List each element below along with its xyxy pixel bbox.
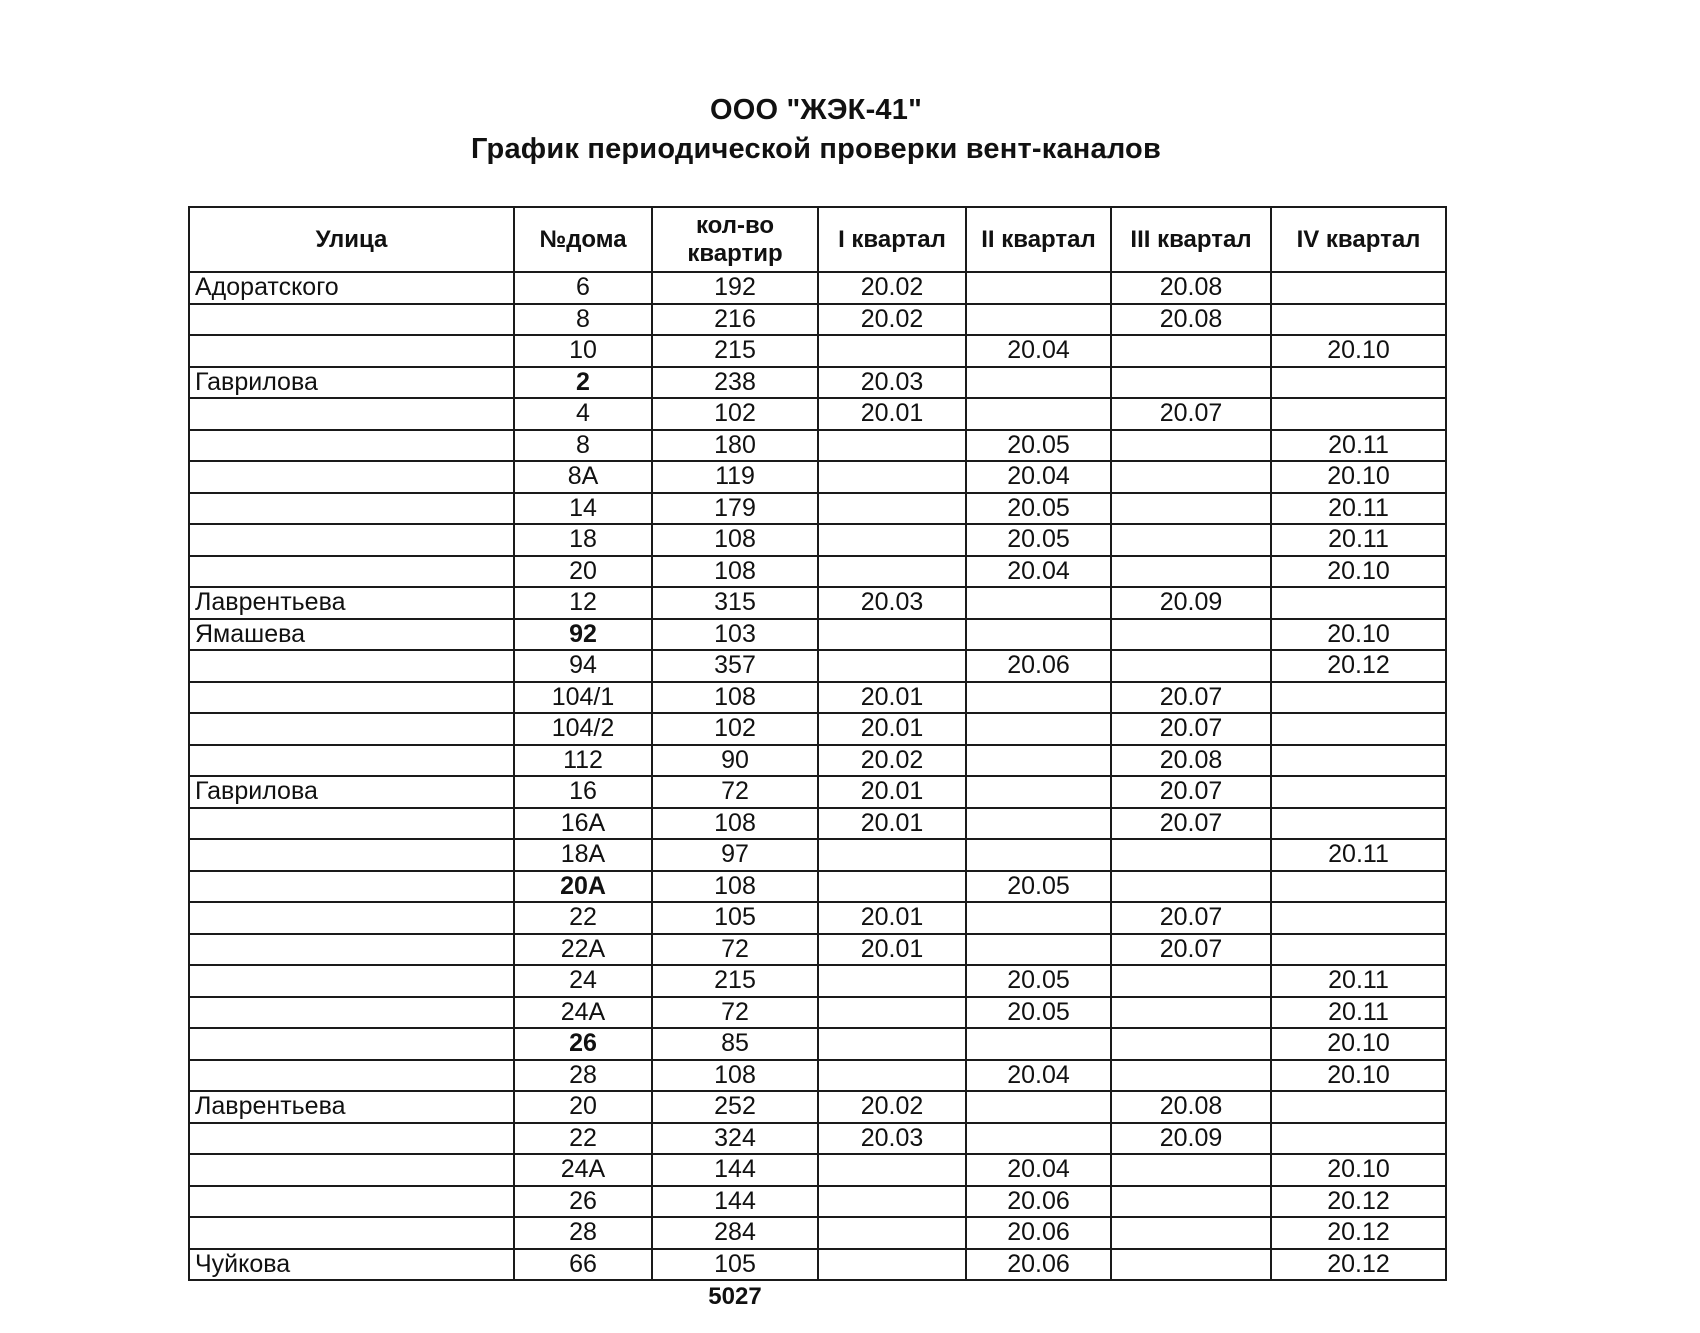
table-row <box>189 776 1446 808</box>
q1-cell: 20.02 <box>818 304 966 336</box>
apartments-cell: 103 <box>652 619 818 651</box>
q4-cell: 20.10 <box>1271 1060 1446 1092</box>
apartments-cell: 97 <box>652 839 818 871</box>
table-row <box>189 272 1446 304</box>
house-cell: 16 <box>514 776 652 808</box>
table-row <box>189 1154 1446 1186</box>
apartments-cell: 315 <box>652 587 818 619</box>
q4-cell <box>1271 934 1446 966</box>
q4-cell: 20.11 <box>1271 965 1446 997</box>
house-cell: 22А <box>514 934 652 966</box>
house-cell: 22 <box>514 902 652 934</box>
table-body <box>189 272 1446 1280</box>
table-row <box>189 871 1446 903</box>
apartments-cell: 108 <box>652 808 818 840</box>
house-cell: 28 <box>514 1060 652 1092</box>
street-cell <box>189 524 514 556</box>
q4-cell <box>1271 745 1446 777</box>
q2-cell <box>966 713 1111 745</box>
q3-cell <box>1111 965 1271 997</box>
table-row <box>189 524 1446 556</box>
house-cell: 10 <box>514 335 652 367</box>
q1-cell <box>818 1217 966 1249</box>
q2-cell <box>966 367 1111 399</box>
q2-cell <box>966 1091 1111 1123</box>
apartments-cell: 179 <box>652 493 818 525</box>
house-cell: 24 <box>514 965 652 997</box>
house-cell: 26 <box>514 1186 652 1218</box>
q3-cell <box>1111 997 1271 1029</box>
house-cell: 24А <box>514 1154 652 1186</box>
apartments-cell: 238 <box>652 367 818 399</box>
q4-cell: 20.11 <box>1271 839 1446 871</box>
q4-cell <box>1271 902 1446 934</box>
q1-cell: 20.02 <box>818 745 966 777</box>
street-cell <box>189 965 514 997</box>
table-row <box>189 304 1446 336</box>
street-cell: Чуйкова <box>189 1249 514 1281</box>
table-header-row <box>189 207 1446 272</box>
q4-cell: 20.10 <box>1271 1028 1446 1060</box>
table-row <box>189 1186 1446 1218</box>
q3-cell: 20.07 <box>1111 682 1271 714</box>
header-q2: II квартал <box>966 207 1111 272</box>
q4-cell <box>1271 713 1446 745</box>
q3-cell <box>1111 871 1271 903</box>
street-cell <box>189 1060 514 1092</box>
q2-cell <box>966 1123 1111 1155</box>
q3-cell: 20.09 <box>1111 587 1271 619</box>
q3-cell <box>1111 650 1271 682</box>
q1-cell <box>818 1060 966 1092</box>
header-street: Улица <box>189 207 514 272</box>
street-cell <box>189 493 514 525</box>
q4-cell <box>1271 808 1446 840</box>
q4-cell <box>1271 587 1446 619</box>
q1-cell: 20.01 <box>818 808 966 840</box>
table-row <box>189 902 1446 934</box>
table-row <box>189 682 1446 714</box>
q2-cell <box>966 398 1111 430</box>
q4-cell: 20.11 <box>1271 997 1446 1029</box>
table-row <box>189 493 1446 525</box>
apartments-cell: 90 <box>652 745 818 777</box>
house-cell: 104/2 <box>514 713 652 745</box>
q2-cell <box>966 587 1111 619</box>
house-cell: 92 <box>514 619 652 651</box>
q3-cell: 20.08 <box>1111 304 1271 336</box>
q2-cell <box>966 682 1111 714</box>
header-house: №дома <box>514 207 652 272</box>
q1-cell <box>818 1154 966 1186</box>
table-row <box>189 335 1446 367</box>
q4-cell <box>1271 398 1446 430</box>
apartments-cell: 144 <box>652 1186 818 1218</box>
q3-cell <box>1111 1217 1271 1249</box>
header-q1: I квартал <box>818 207 966 272</box>
q1-cell: 20.03 <box>818 367 966 399</box>
q3-cell <box>1111 1060 1271 1092</box>
street-cell <box>189 713 514 745</box>
q3-cell <box>1111 1028 1271 1060</box>
table-row <box>189 587 1446 619</box>
q2-cell: 20.06 <box>966 1186 1111 1218</box>
street-cell: Ямашева <box>189 619 514 651</box>
apartments-cell: 108 <box>652 1060 818 1092</box>
table-row <box>189 1217 1446 1249</box>
q3-cell <box>1111 461 1271 493</box>
q1-cell: 20.01 <box>818 398 966 430</box>
apartments-cell: 72 <box>652 934 818 966</box>
q2-cell: 20.05 <box>966 997 1111 1029</box>
q1-cell: 20.03 <box>818 587 966 619</box>
street-cell <box>189 839 514 871</box>
q2-cell <box>966 272 1111 304</box>
house-cell: 8 <box>514 430 652 462</box>
house-cell: 104/1 <box>514 682 652 714</box>
q2-cell <box>966 1028 1111 1060</box>
street-cell <box>189 556 514 588</box>
apartments-cell: 119 <box>652 461 818 493</box>
q3-cell <box>1111 619 1271 651</box>
house-cell: 2 <box>514 367 652 399</box>
apartments-cell: 105 <box>652 1249 818 1281</box>
q4-cell <box>1271 272 1446 304</box>
q2-cell <box>966 839 1111 871</box>
street-cell: Адоратского <box>189 272 514 304</box>
street-cell <box>189 902 514 934</box>
street-cell <box>189 650 514 682</box>
q4-cell <box>1271 871 1446 903</box>
house-cell: 16А <box>514 808 652 840</box>
house-cell: 24А <box>514 997 652 1029</box>
table-row <box>189 367 1446 399</box>
house-cell: 8 <box>514 304 652 336</box>
table-row <box>189 1028 1446 1060</box>
apartments-cell: 324 <box>652 1123 818 1155</box>
q4-cell: 20.12 <box>1271 1186 1446 1218</box>
table-row <box>189 839 1446 871</box>
street-cell <box>189 304 514 336</box>
q1-cell <box>818 1249 966 1281</box>
apartments-cell: 215 <box>652 965 818 997</box>
table-row <box>189 619 1446 651</box>
q3-cell <box>1111 335 1271 367</box>
house-cell: 94 <box>514 650 652 682</box>
q2-cell <box>966 934 1111 966</box>
apartments-cell: 180 <box>652 430 818 462</box>
table-row <box>189 965 1446 997</box>
house-cell: 20 <box>514 1091 652 1123</box>
house-cell: 18А <box>514 839 652 871</box>
table-row <box>189 713 1446 745</box>
street-cell <box>189 1154 514 1186</box>
q1-cell <box>818 1186 966 1218</box>
table-row <box>189 398 1446 430</box>
q3-cell: 20.08 <box>1111 272 1271 304</box>
q1-cell <box>818 335 966 367</box>
street-cell <box>189 808 514 840</box>
q1-cell <box>818 839 966 871</box>
apartments-cell: 108 <box>652 682 818 714</box>
q1-cell <box>818 493 966 525</box>
street-cell <box>189 398 514 430</box>
street-cell <box>189 430 514 462</box>
apartments-cell: 108 <box>652 871 818 903</box>
q1-cell <box>818 430 966 462</box>
house-cell: 4 <box>514 398 652 430</box>
q4-cell: 20.10 <box>1271 1154 1446 1186</box>
house-cell: 66 <box>514 1249 652 1281</box>
table-row <box>189 430 1446 462</box>
q4-cell: 20.12 <box>1271 1249 1446 1281</box>
q3-cell <box>1111 1249 1271 1281</box>
house-cell: 12 <box>514 587 652 619</box>
table-row <box>189 650 1446 682</box>
q1-cell: 20.02 <box>818 272 966 304</box>
street-cell <box>189 871 514 903</box>
q2-cell: 20.04 <box>966 1060 1111 1092</box>
q2-cell: 20.05 <box>966 871 1111 903</box>
schedule-table <box>188 206 1447 1281</box>
apartments-cell: 102 <box>652 713 818 745</box>
q1-cell: 20.02 <box>818 1091 966 1123</box>
q4-cell <box>1271 776 1446 808</box>
q1-cell: 20.01 <box>818 713 966 745</box>
table-row <box>189 997 1446 1029</box>
q4-cell: 20.11 <box>1271 524 1446 556</box>
q4-cell: 20.10 <box>1271 556 1446 588</box>
q3-cell: 20.08 <box>1111 1091 1271 1123</box>
house-cell: 28 <box>514 1217 652 1249</box>
q2-cell: 20.04 <box>966 556 1111 588</box>
table-row <box>189 1091 1446 1123</box>
q2-cell <box>966 776 1111 808</box>
q2-cell: 20.06 <box>966 650 1111 682</box>
apartments-cell: 216 <box>652 304 818 336</box>
q1-cell: 20.01 <box>818 934 966 966</box>
street-cell: Гаврилова <box>189 776 514 808</box>
apartments-cell: 102 <box>652 398 818 430</box>
q3-cell <box>1111 839 1271 871</box>
street-cell <box>189 745 514 777</box>
q2-cell: 20.05 <box>966 430 1111 462</box>
q1-cell: 20.01 <box>818 682 966 714</box>
apartments-cell: 108 <box>652 556 818 588</box>
street-cell <box>189 1123 514 1155</box>
q2-cell: 20.05 <box>966 524 1111 556</box>
q2-cell: 20.06 <box>966 1217 1111 1249</box>
q1-cell <box>818 524 966 556</box>
q4-cell <box>1271 1091 1446 1123</box>
apartments-cell: 284 <box>652 1217 818 1249</box>
apartments-cell: 215 <box>652 335 818 367</box>
q1-cell <box>818 965 966 997</box>
q1-cell <box>818 619 966 651</box>
q3-cell <box>1111 493 1271 525</box>
q4-cell: 20.12 <box>1271 1217 1446 1249</box>
q3-cell <box>1111 1154 1271 1186</box>
table-row <box>189 808 1446 840</box>
house-cell: 22 <box>514 1123 652 1155</box>
table-row <box>189 1249 1446 1281</box>
apartments-cell: 252 <box>652 1091 818 1123</box>
apartments-cell: 85 <box>652 1028 818 1060</box>
q1-cell <box>818 556 966 588</box>
q4-cell: 20.10 <box>1271 335 1446 367</box>
q3-cell: 20.07 <box>1111 398 1271 430</box>
q2-cell: 20.05 <box>966 493 1111 525</box>
q2-cell: 20.04 <box>966 461 1111 493</box>
apartments-cell: 357 <box>652 650 818 682</box>
q2-cell: 20.06 <box>966 1249 1111 1281</box>
total-apartments: 5027 <box>708 1283 762 1310</box>
table-row <box>189 934 1446 966</box>
q3-cell <box>1111 367 1271 399</box>
street-cell: Лаврентьева <box>189 587 514 619</box>
q3-cell: 20.08 <box>1111 745 1271 777</box>
header-q3: III квартал <box>1111 207 1271 272</box>
street-cell <box>189 997 514 1029</box>
house-cell: 20А <box>514 871 652 903</box>
street-cell <box>189 934 514 966</box>
header-q4: IV квартал <box>1271 207 1446 272</box>
q1-cell: 20.03 <box>818 1123 966 1155</box>
q1-cell <box>818 871 966 903</box>
organization-name: ООО "ЖЭК-41" <box>709 94 923 126</box>
house-cell: 14 <box>514 493 652 525</box>
house-cell: 26 <box>514 1028 652 1060</box>
q3-cell <box>1111 430 1271 462</box>
table-row <box>189 1123 1446 1155</box>
q3-cell <box>1111 1186 1271 1218</box>
apartments-cell: 108 <box>652 524 818 556</box>
document-title: График периодической проверки вент-каналов <box>471 133 1161 165</box>
q1-cell <box>818 1028 966 1060</box>
q4-cell <box>1271 1123 1446 1155</box>
street-cell <box>189 1217 514 1249</box>
q4-cell <box>1271 682 1446 714</box>
q4-cell: 20.10 <box>1271 461 1446 493</box>
header-apartments-text: кол-во квартир <box>687 211 783 267</box>
table-row <box>189 1060 1446 1092</box>
q3-cell: 20.07 <box>1111 776 1271 808</box>
apartments-cell: 192 <box>652 272 818 304</box>
header-apartments <box>652 207 818 272</box>
house-cell: 8А <box>514 461 652 493</box>
house-cell: 6 <box>514 272 652 304</box>
q2-cell: 20.04 <box>966 1154 1111 1186</box>
q4-cell <box>1271 304 1446 336</box>
apartments-cell: 144 <box>652 1154 818 1186</box>
house-cell: 18 <box>514 524 652 556</box>
q1-cell <box>818 650 966 682</box>
street-cell <box>189 1028 514 1060</box>
q3-cell: 20.07 <box>1111 808 1271 840</box>
street-cell <box>189 1186 514 1218</box>
q4-cell: 20.10 <box>1271 619 1446 651</box>
q3-cell: 20.07 <box>1111 902 1271 934</box>
q4-cell: 20.11 <box>1271 493 1446 525</box>
table-row <box>189 745 1446 777</box>
q2-cell <box>966 745 1111 777</box>
q4-cell: 20.12 <box>1271 650 1446 682</box>
apartments-cell: 105 <box>652 902 818 934</box>
q1-cell <box>818 461 966 493</box>
q4-cell <box>1271 367 1446 399</box>
table-row <box>189 556 1446 588</box>
apartments-cell: 72 <box>652 776 818 808</box>
q3-cell: 20.07 <box>1111 934 1271 966</box>
house-cell: 20 <box>514 556 652 588</box>
apartments-cell: 72 <box>652 997 818 1029</box>
q2-cell <box>966 304 1111 336</box>
q2-cell <box>966 808 1111 840</box>
q1-cell: 20.01 <box>818 902 966 934</box>
table-row <box>189 461 1446 493</box>
street-cell: Лаврентьева <box>189 1091 514 1123</box>
q2-cell <box>966 619 1111 651</box>
q3-cell <box>1111 524 1271 556</box>
q2-cell: 20.04 <box>966 335 1111 367</box>
q4-cell: 20.11 <box>1271 430 1446 462</box>
q3-cell: 20.09 <box>1111 1123 1271 1155</box>
street-cell <box>189 335 514 367</box>
street-cell: Гаврилова <box>189 367 514 399</box>
street-cell <box>189 682 514 714</box>
house-cell: 112 <box>514 745 652 777</box>
q3-cell: 20.07 <box>1111 713 1271 745</box>
q1-cell: 20.01 <box>818 776 966 808</box>
q1-cell <box>818 997 966 1029</box>
q3-cell <box>1111 556 1271 588</box>
q2-cell: 20.05 <box>966 965 1111 997</box>
street-cell <box>189 461 514 493</box>
q2-cell <box>966 902 1111 934</box>
